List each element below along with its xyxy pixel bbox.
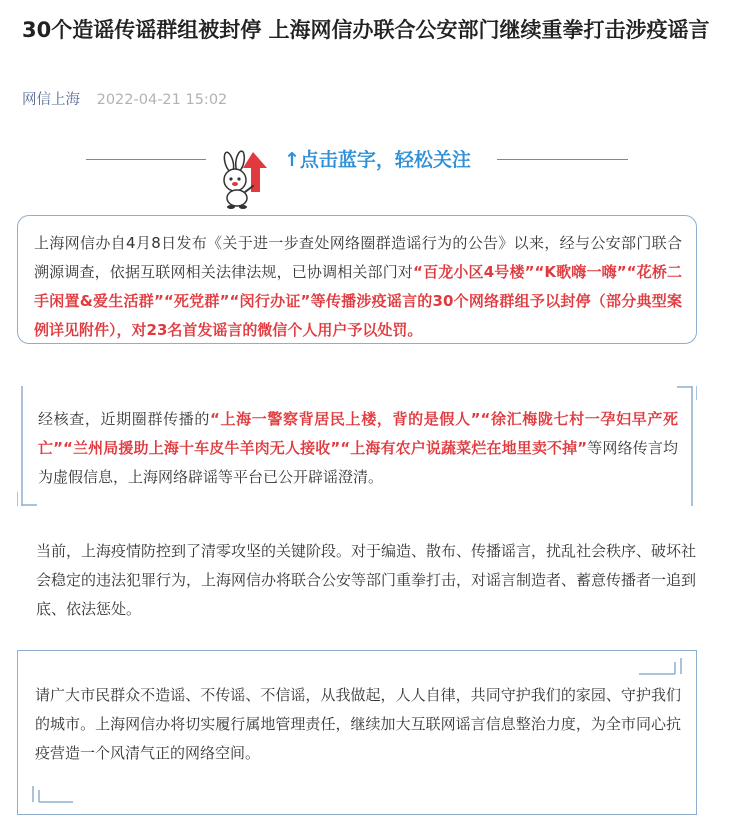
paragraph-1-highlight: “百龙小区4号楼”“K歌嗨一嗨”“花桥二手闲置&爱生活群”“死党群”“闵行办证”等传播涉疫谣言的30个网络群组予以封停（部分典型案例详见附件），对23名首发谣言的微信个人用户予以处罚。: [34, 263, 682, 339]
follow-prompt-text[interactable]: ↑点击蓝字，轻松关注: [284, 149, 471, 171]
paragraph-2-text-b: 等网络传言均为虚假信息，上海网络辟谣等平台已公开辟谣澄清。: [38, 439, 678, 486]
paragraph-3: 当前，上海疫情防控到了清零攻坚的关键阶段。对于编造、散布、传播谣言，扰乱社会秩序、破坏社会稳定的违法犯罪行为，上海网信办将联合公安等部门重拳打击，对谣言制造者、蓄意传播者一追到底、依法惩处。: [36, 542, 697, 618]
rabbit-arrow-mascot-icon: [213, 146, 281, 210]
paragraph-2-text-a: 经核查，近期圈群传播的: [38, 410, 210, 428]
banner-divider-right: [497, 159, 628, 160]
account-name-link[interactable]: 网信上海: [22, 92, 80, 108]
paragraph-2-highlight: “上海一警察背居民上楼，背的是假人”“徐汇梅陇七村一孕妇早产死亡”“兰州局援助上海十车皮牛羊肉无人接收”“上海有农户说蔬菜烂在地里卖不掉”: [38, 410, 678, 457]
intro-box: [17, 215, 697, 344]
publish-date: 2022-04-21 15:02: [96, 92, 228, 108]
paragraph-2: [38, 405, 678, 492]
follow-banner[interactable]: [0, 138, 731, 210]
paragraph-4: 请广大市民群众不造谣、不传谣、不信谣，从我做起，人人自律，共同守护我们的家园、守护我们的城市。上海网信办将切实履行属地管理责任，继续加大互联网谣言信息整治力度，为全市同心抗疫营造一个风清气正的网络空间。: [35, 686, 681, 762]
article-meta: [22, 90, 227, 110]
paragraph-1-text: 上海网信办自4月8日发布《关于进一步查处网络圈群造谣行为的公告》以来，经与公安部门联合溯源调查，依据互联网相关法律法规，已协调相关部门对: [34, 234, 682, 281]
banner-divider-left: [86, 159, 206, 160]
article-title: 30个造谣传谣群组被封停 上海网信办联合公安部门继续重拳打击涉疫谣言: [22, 18, 710, 42]
verification-box: [17, 386, 697, 506]
paragraph-1: [34, 229, 682, 345]
appeal-box: [17, 650, 697, 815]
